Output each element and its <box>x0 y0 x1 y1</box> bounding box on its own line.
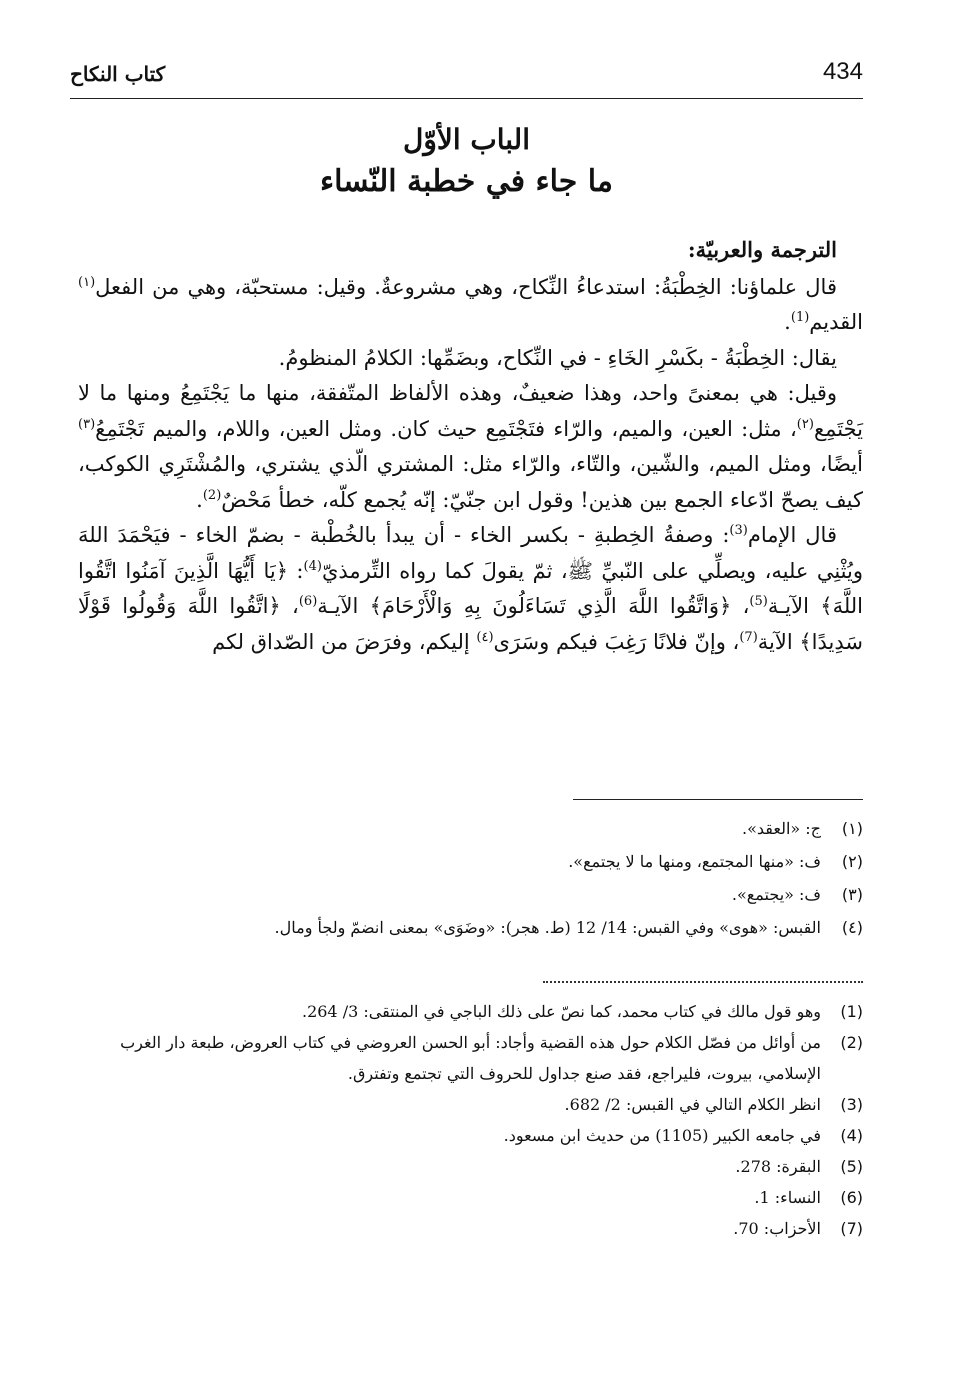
footnote-ref: (2) <box>202 487 222 503</box>
footnote-number: (٢) <box>841 852 863 871</box>
author-footnotes <box>80 996 863 1244</box>
footnote-item <box>80 1120 863 1151</box>
footnote-ref: (6) <box>298 594 318 609</box>
footnote-number: (4) <box>840 1126 863 1145</box>
footnote-number: (3) <box>840 1095 863 1114</box>
paragraph-1 <box>78 270 863 341</box>
text-run: قال الإمام <box>747 523 837 547</box>
footnote-text: القبس: «هوى» وفي القبس: 14/ 12 (ط. هجر): «وضَوَى» بمعنى انضمّ ولجأ ومال. <box>274 918 821 937</box>
footnote-item <box>80 878 863 911</box>
footnote-text: ف: «منها المجتمع، ومنها ما لا يجتمع». <box>568 852 821 871</box>
text-run: قال علماؤنا: الخِطْبَةُ: استدعاءُ النِّكاح، وهي مشروعةٌ. وقيل: مستحبّة، وهي من الفعل <box>95 274 837 299</box>
footnote-ref: (7) <box>739 629 758 645</box>
text-run: وقيل: هي بمعنىً واحد، وهذا ضعيفٌ، وهذه الألفاظ المتّفقة، منها ما يَجْتَمِعُ ومنها ما لا يَجْتَمِع <box>78 381 863 441</box>
footnote-ref: (٣) <box>78 416 96 432</box>
footnote-number: (٣) <box>841 885 863 904</box>
footnote-item <box>80 812 863 845</box>
footnote-text: في جامعه الكبير (1105) من حديث ابن مسعود. <box>503 1126 821 1145</box>
footnote-text: الأحزاب: 70. <box>733 1219 821 1238</box>
footnote-item <box>80 1182 863 1213</box>
footnote-text: النساء: 1. <box>754 1188 821 1207</box>
text-run: إليكم، وفرَضَ من الصّداق لكم <box>212 629 477 654</box>
footnote-text: البقرة: 278. <box>735 1157 821 1176</box>
chapter-subtitle: ما جاء في خطبة النّساء <box>320 164 613 199</box>
text-run: : وصفةُ الخِطبةِ - بكسر الخاء - أن يبدأ بالخُطْبة - بضمّ الخاء - فيَحْمَدَ اللهَ ويُثْنِي عليه، ويصلِّي على النّبيِّ ﷺ، ثمّ يقولَ كما رواه التِّرمذيّ <box>78 523 863 583</box>
footnote-text: ج: «العقد». <box>742 819 821 838</box>
footnote-item <box>80 1089 863 1120</box>
text-run: ، مثل: العين، والميم، والرّاء فتَجْتَمِع حيث كان. ومثل العين، واللام، والميم تَجْتَمِعُ <box>95 416 797 441</box>
paragraph-3 <box>78 376 863 518</box>
main-text <box>78 232 863 660</box>
footnote-item <box>80 1151 863 1182</box>
footnote-number: (7) <box>840 1219 863 1238</box>
footnote-number: (2) <box>840 1033 863 1052</box>
paragraph-2 <box>78 341 863 377</box>
quran-quote: ، ﴿وَاتَّقُوا اللَّهَ الَّذِي تَسَاءَلُونَ بِهِ وَالْأَرْحَامَ﴾ الآيـة <box>317 594 750 618</box>
footnote-number: (6) <box>840 1188 863 1207</box>
text-run: ، وإنّ فلانًا رَغِبَ فيكم وسَرَى <box>493 629 740 654</box>
footnote-number: (1) <box>840 1002 863 1021</box>
text-run: . <box>196 487 203 512</box>
footnote-item <box>80 845 863 878</box>
footnote-text: من أوائل من فصّل الكلام حول هذه القضية وأجاد: أبو الحسن العروضي في كتاب العروض، طبعة دار الغرب الإسلامي، بيروت، فليراجع، فقد صنع جداول للحروف التي تجتمع وتفترق. <box>120 1033 821 1083</box>
editor-footnotes <box>80 812 863 944</box>
footnote-item <box>80 1213 863 1244</box>
chapter-heading <box>70 120 863 204</box>
footnote-number: (٤) <box>841 918 863 937</box>
page-number: 434 <box>822 58 863 85</box>
footnote-ref: (٢) <box>796 416 814 432</box>
footnote-text: وهو قول مالك في كتاب محمد، كما نصّ على ذلك الباجي في المنتقى: 3/ 264. <box>301 1002 821 1021</box>
footnote-ref: (4) <box>303 558 322 574</box>
text-run: يقال: الخِطْبَةُ - بكَسْرِ الخَاءِ - في النِّكاح، وبضَمِّها: الكلامُ المنظومُ. <box>278 345 837 370</box>
footnote-number: (5) <box>840 1157 863 1176</box>
footnote-ref: (١) <box>78 274 96 290</box>
text-run: أيضًا، ومثل الميم، والشّين، والتّاء، والرّاء مثل: المشتري الّذي يشتري، والمُشْتَرِي الكوكب، كيف يصحّ ادّعاء الجمع بين هذين! وقول ابن جنّيّ: إنّه يُجمع كلّه، خطأ مَحْضٌ <box>78 452 863 512</box>
chapter-title: الباب الأوّل <box>402 123 530 156</box>
footnote-item <box>80 911 863 944</box>
footnote-text: انظر الكلام التالي في القبس: 2/ 682. <box>564 1095 821 1114</box>
footnote-item <box>80 996 863 1027</box>
section-heading: الترجمة والعربيّة: <box>687 237 837 262</box>
footnote-item <box>80 1027 863 1089</box>
paragraph-4 <box>78 518 863 660</box>
text-run: القديم <box>809 310 863 334</box>
text-run: . <box>784 310 791 334</box>
running-title: كتاب النكاح <box>70 62 166 86</box>
page-header <box>70 58 863 99</box>
footnote-dotted-divider <box>543 981 863 983</box>
footnote-ref: (3) <box>729 523 748 538</box>
footnote-number: (١) <box>841 819 863 838</box>
footnote-text: ف: «يجتمع». <box>731 885 821 904</box>
footnote-ref: (1) <box>790 310 810 325</box>
quran-quote: ، ﴿اتَّقُوا اللَّهَ وَقُولُوا قَوْلًا سَدِيدًا﴾ الآية <box>78 594 863 654</box>
footnote-ref: (٤) <box>476 629 494 645</box>
quran-quote: : ﴿يَا أَيُّهَا الَّذِينَ آمَنُوا اتَّقُوا اللَّهَ﴾ الآيـة <box>78 558 864 618</box>
footnote-divider <box>573 799 863 800</box>
footnote-ref: (5) <box>749 594 768 609</box>
